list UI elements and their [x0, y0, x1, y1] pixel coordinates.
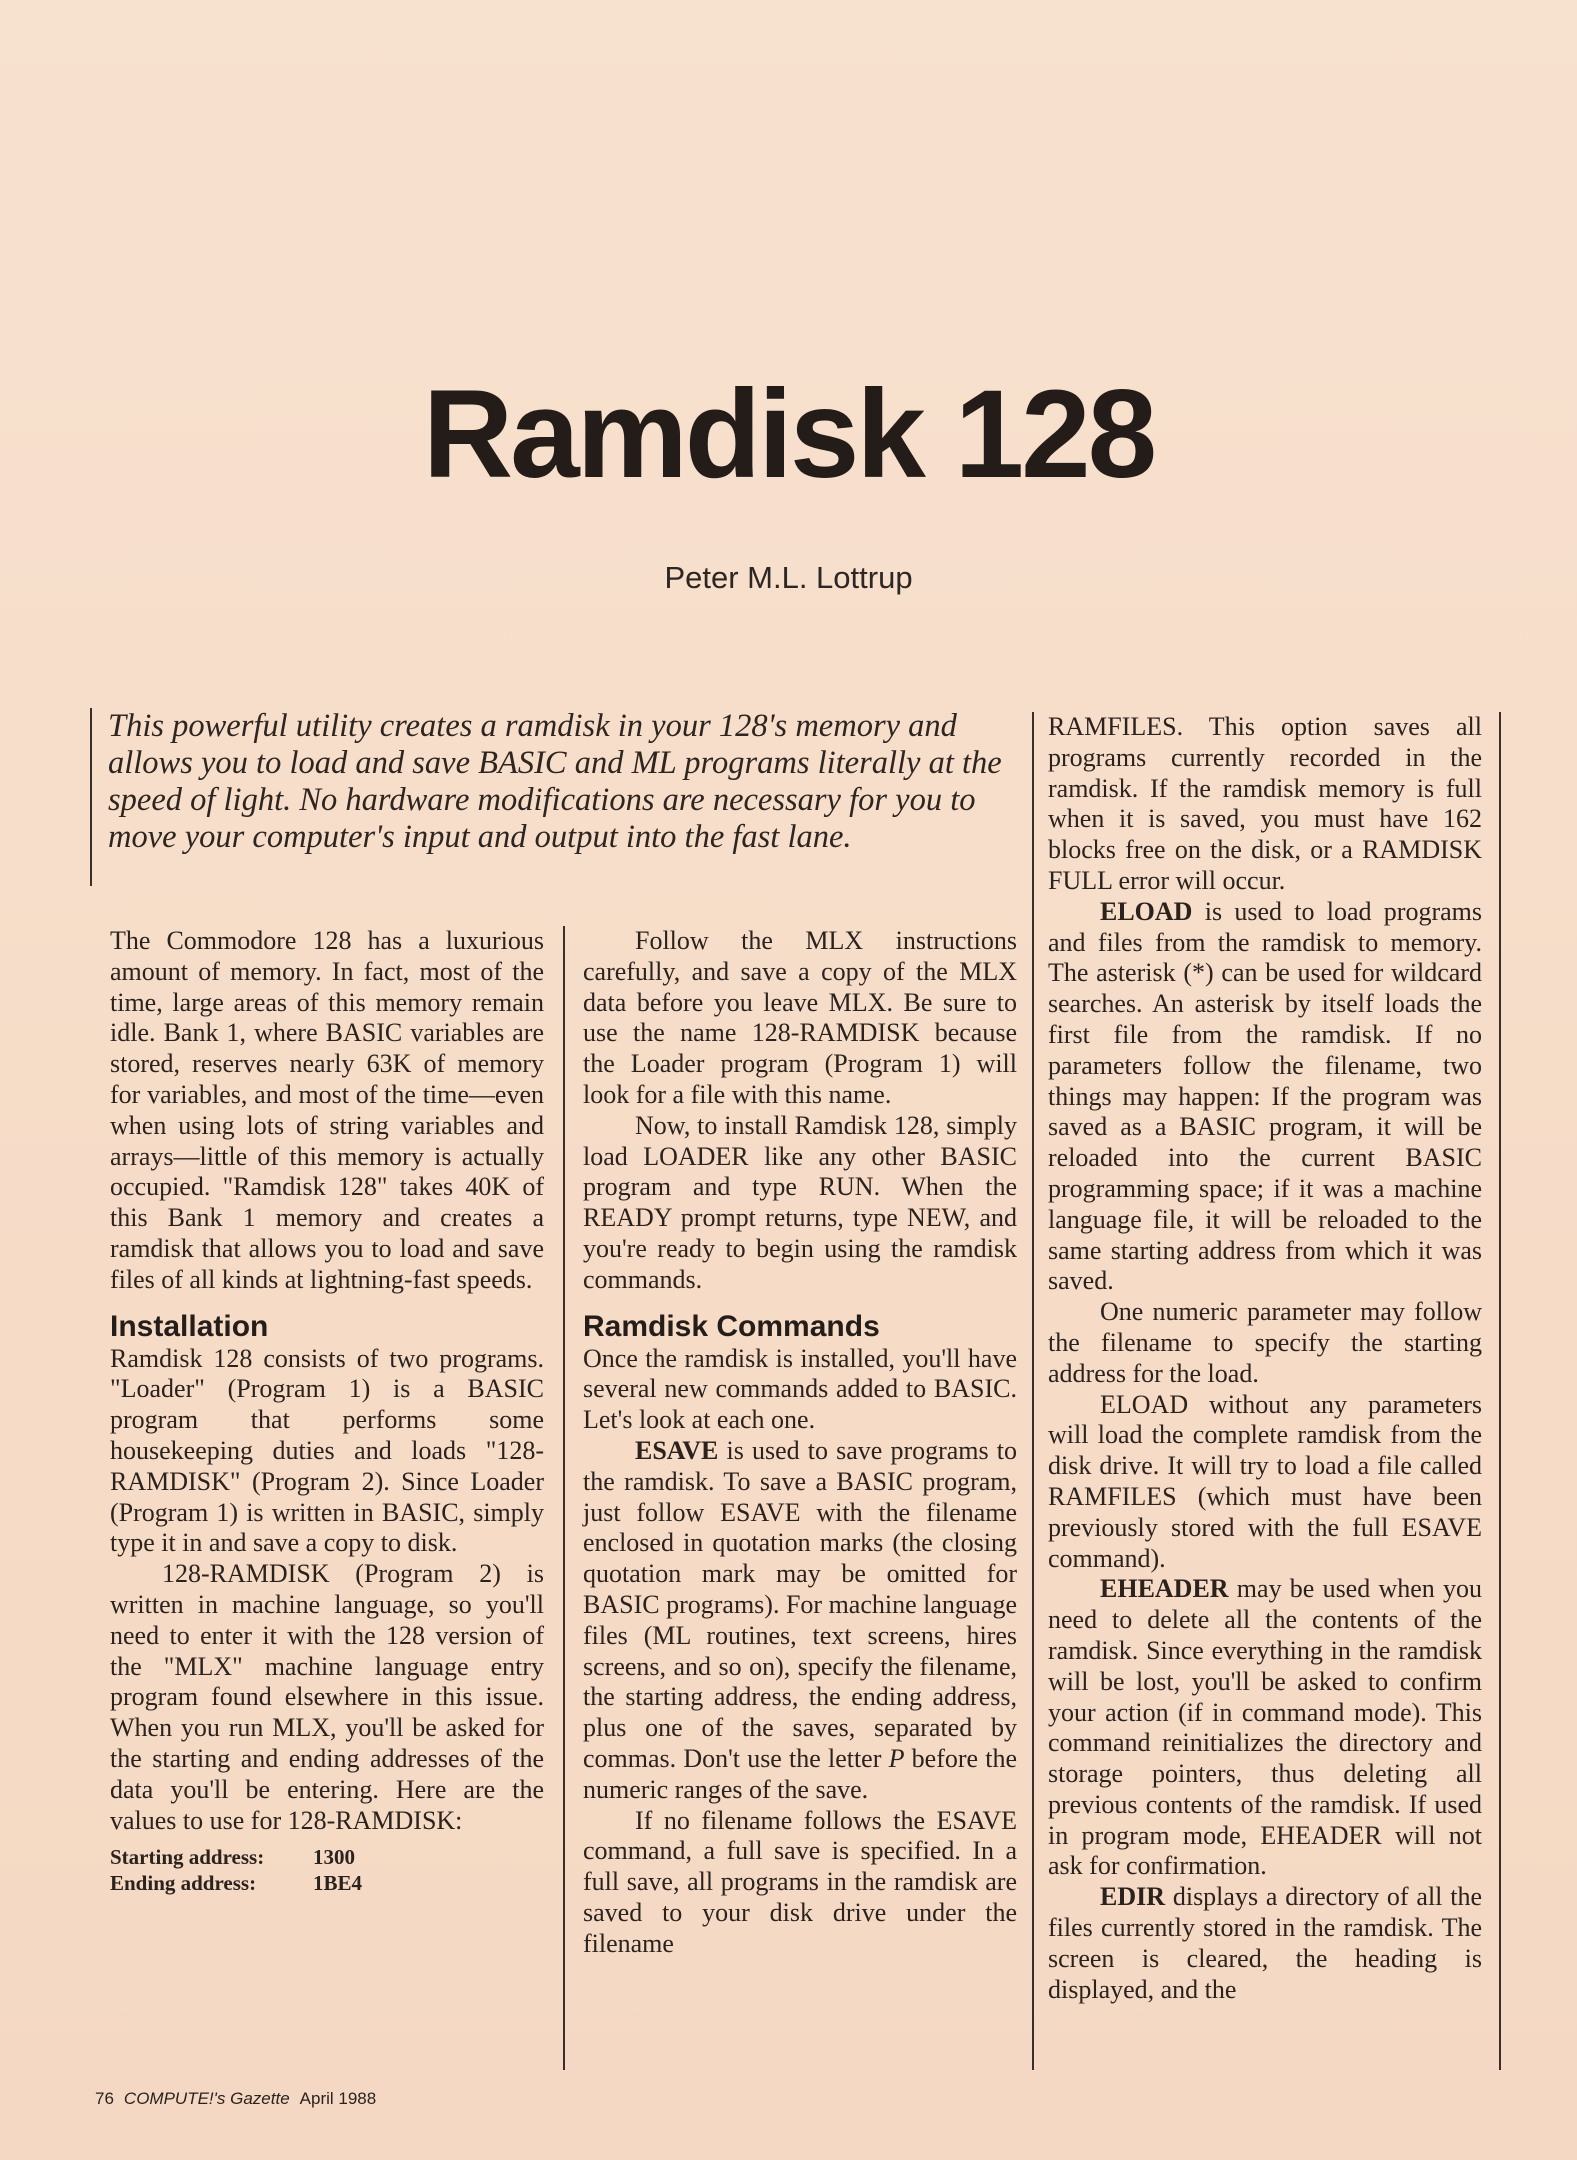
- ending-address-row: [110, 1870, 544, 1896]
- intro-paragraph: The Commodore 128 has a luxurious amount of memory. In fact, most of the time, large areas of this memory remain idle. Bank 1, where BASIC variables are stored, reserves nearly 63K of memory for variables, and most of the time—even when using lots of string variables and arrays—little of this memory is actually occupied. "Ramdisk 128" takes 40K of this Bank 1 memory and creates a ramdisk that allows you to load and save files of all kinds at lightning-fast speeds.: [110, 926, 544, 1294]
- numeric-parameter-paragraph: One numeric parameter may follow the filename to specify the starting address for the load.: [1048, 1297, 1482, 1388]
- esave-text: is used to save programs to the ramdisk. To save a BASIC program, just follow ESAVE with the filename enclosed in quotation marks (the closing quotation mark may be omitted for BASIC programs). For machine language files (ML routines, text screens, hires screens, and so on), specify the filename, the starting address, the ending address, plus one of the saves, separated by commas. Don't use the letter: [583, 1435, 1017, 1773]
- ending-address-label: Ending address:: [110, 1871, 257, 1896]
- article-deck: This powerful utility creates a ramdisk in your 128's memory and allows you to load and save BASIC and ML programs literally at the speed of light. No hardware modifications are necessary for you to move your computer's input and output into the fast lane.: [108, 708, 1002, 855]
- installation-heading: Installation: [110, 1309, 269, 1343]
- eload-full-paragraph: ELOAD without any parameters will load the complete ramdisk from the disk drive. It will try to load a file called RAMFILES (which must have been previously stored with the full ESAVE command).: [1048, 1389, 1482, 1573]
- issue-date: April 1988: [299, 2089, 377, 2108]
- publication-name: COMPUTE!'s Gazette: [123, 2089, 290, 2108]
- column-3: [1048, 712, 1482, 2005]
- ramdisk-commands-heading: Ramdisk Commands: [583, 1309, 880, 1343]
- esave-keyword: ESAVE: [635, 1435, 719, 1465]
- esave-text-end: before the numeric ranges of the save.: [583, 1743, 1017, 1804]
- eheader-paragraph: [1048, 1574, 1482, 1882]
- column-2: [583, 926, 1017, 1960]
- eheader-keyword: EHEADER: [1100, 1574, 1229, 1604]
- edir-keyword: EDIR: [1100, 1882, 1166, 1912]
- column-1: [110, 926, 544, 1896]
- edir-paragraph: [1048, 1882, 1482, 2005]
- installation-paragraph-1: Ramdisk 128 consists of two programs. "Loader" (Program 1) is a BASIC program that performs some housekeeping duties and loads "128-RAMDISK" (Program 2). Since Loader (Program 1) is written in BASIC, simply type it in and save a copy to disk.: [110, 1343, 544, 1558]
- page-footer: [95, 2089, 376, 2109]
- eload-keyword: ELOAD: [1100, 896, 1193, 926]
- column-rule-right: [1499, 712, 1501, 2070]
- edir-text: displays a directory of all the files currently stored in the ramdisk. The screen is cleared, the heading is displayed, and the: [1048, 1882, 1482, 2004]
- starting-address-row: [110, 1844, 544, 1870]
- ending-address-value: 1BE4: [313, 1871, 363, 1896]
- letter-p: P: [888, 1743, 905, 1773]
- full-save-paragraph: If no filename follows the ESAVE command, a full save is specified. In a full save, all programs in the ramdisk are saved to your disk drive under the filename: [583, 1805, 1017, 1958]
- article-author: Peter M.L. Lottrup: [664, 560, 913, 595]
- eheader-text: may be used when you need to delete all the contents of the ramdisk. Since everything in the ramdisk will be lost, you'll be asked to confirm your action (if in command mode). This command reinitializes the directory and storage pointers, thus deleting all previous contents of the ramdisk. If used in program mode, EHEADER will not ask for confirmation.: [1048, 1574, 1482, 1881]
- starting-address-label: Starting address:: [110, 1845, 265, 1870]
- mlx-paragraph: Follow the MLX instructions carefully, and save a copy of the MLX data before you leave MLX. Be sure to use the name 128-RAMDISK because the Loader program (Program 1) will look for a file with this name.: [583, 926, 1017, 1109]
- esave-paragraph: [583, 1436, 1017, 1806]
- eload-text: is used to load programs and files from the ramdisk to memory. The asterisk (*) can be used for wildcard searches. An asterisk by itself loads the first file from the ramdisk. If no parameters follow the filename, two things may happen: If the program was saved as a BASIC program, it will be reloaded into the current BASIC programming space; if it was a machine language file, it will be reloaded to the same starting address from which it was saved.: [1048, 896, 1482, 1296]
- page-number: 76: [95, 2089, 114, 2108]
- starting-address-value: 1300: [313, 1845, 355, 1870]
- installation-paragraph-2: 128-RAMDISK (Program 2) is written in machine language, so you'll need to enter it with the 128 version of the "MLX" machine language entry program found elsewhere in this issue. When you run MLX, you'll be asked for the starting and ending addresses of the data you'll be entering. Here are the values to use for 128-RAMDISK:: [110, 1559, 544, 1835]
- install-paragraph: Now, to install Ramdisk 128, simply load LOADER like any other BASIC program and type RUN. When the READY prompt returns, type NEW, and you're ready to begin using the ramdisk commands.: [583, 1110, 1017, 1294]
- eload-paragraph: [1048, 897, 1482, 1297]
- address-table: [110, 1844, 544, 1896]
- commands-intro-paragraph: Once the ramdisk is installed, you'll have several new commands added to BASIC. Let's look at each one.: [583, 1343, 1017, 1435]
- column-rule-1: [563, 926, 565, 2070]
- ramfiles-paragraph: RAMFILES. This option saves all programs currently recorded in the ramdisk. If the ramdisk memory is full when it is saved, you must have 162 blocks free on the disk, or a RAMDISK FULL error will occur.: [1048, 712, 1482, 895]
- deck-left-rule: [90, 708, 92, 886]
- article-title: Ramdisk 128: [422, 365, 1155, 504]
- column-rule-2: [1032, 712, 1034, 2070]
